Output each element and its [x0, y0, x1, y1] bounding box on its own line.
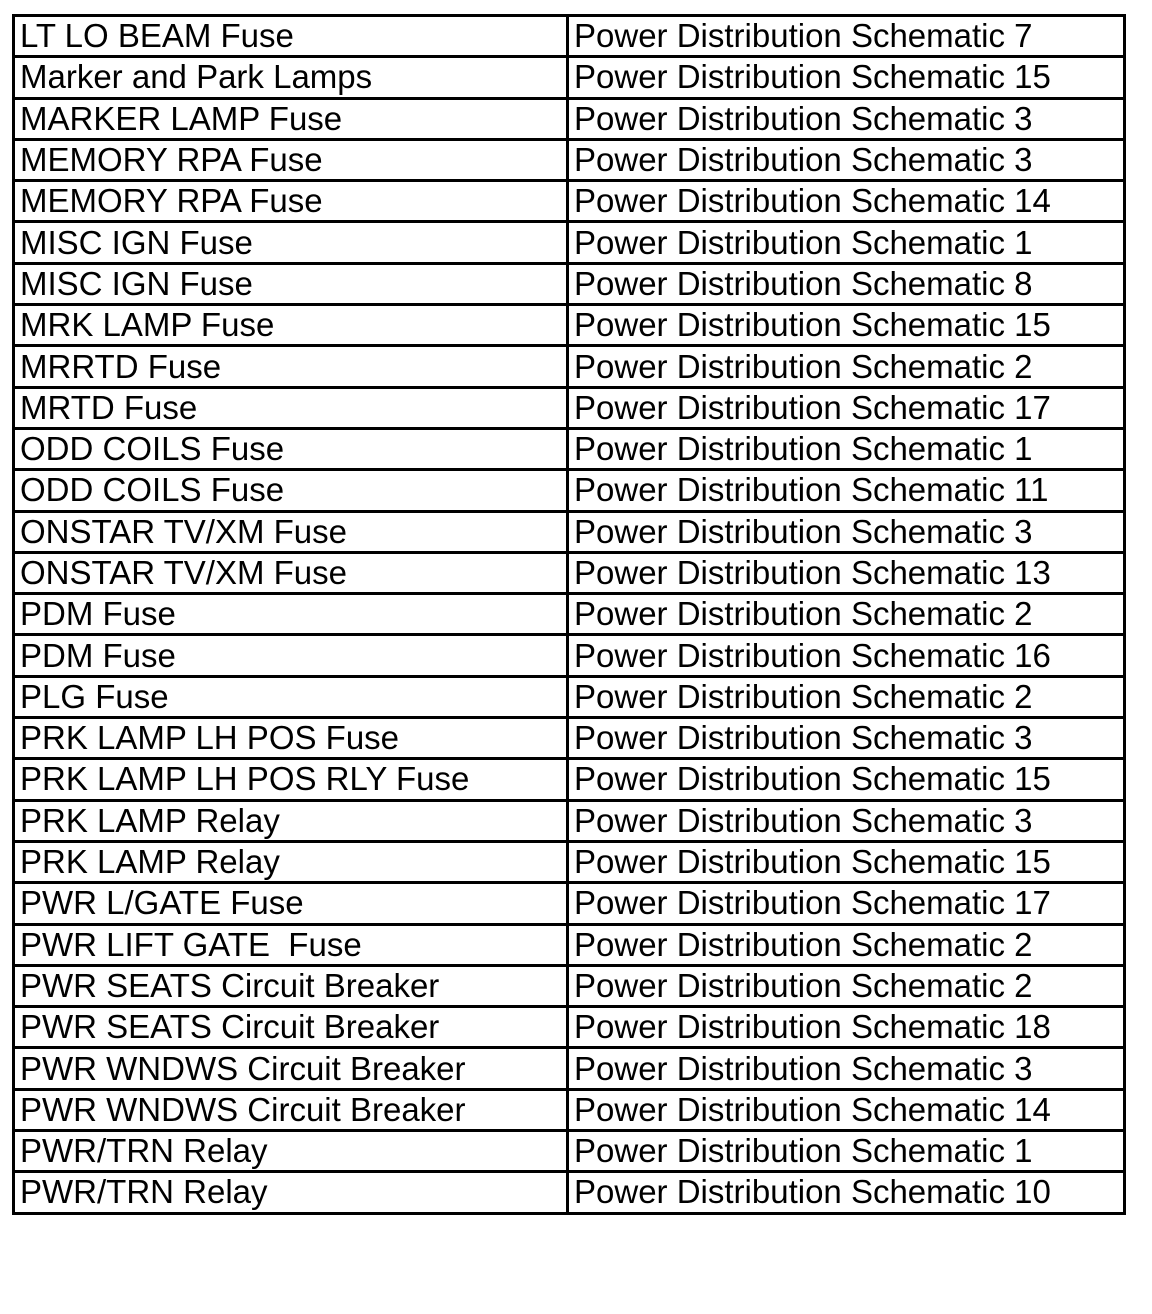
schematic-reference-cell: Power Distribution Schematic 3: [568, 1048, 1125, 1089]
table-row: [14, 181, 1125, 222]
table-row: [14, 965, 1125, 1006]
component-cell: Marker and Park Lamps: [14, 57, 568, 98]
table-row: [14, 841, 1125, 882]
table-row: [14, 57, 1125, 98]
schematic-reference-cell: Power Distribution Schematic 14: [568, 181, 1125, 222]
component-cell: PWR WNDWS Circuit Breaker: [14, 1089, 568, 1130]
component-cell: MEMORY RPA Fuse: [14, 181, 568, 222]
component-cell: PRK LAMP LH POS Fuse: [14, 718, 568, 759]
table-row: [14, 676, 1125, 717]
schematic-reference-cell: Power Distribution Schematic 1: [568, 428, 1125, 469]
fuse-index-table: [12, 14, 1126, 1215]
schematic-reference-cell: Power Distribution Schematic 3: [568, 718, 1125, 759]
component-cell: ONSTAR TV/XM Fuse: [14, 552, 568, 593]
component-cell: PDM Fuse: [14, 594, 568, 635]
schematic-reference-cell: Power Distribution Schematic 2: [568, 346, 1125, 387]
component-cell: PWR SEATS Circuit Breaker: [14, 1007, 568, 1048]
table-row: [14, 759, 1125, 800]
component-cell: PRK LAMP Relay: [14, 841, 568, 882]
table-row: [14, 718, 1125, 759]
table-row: [14, 924, 1125, 965]
component-cell: PWR LIFT GATE Fuse: [14, 924, 568, 965]
schematic-reference-cell: Power Distribution Schematic 15: [568, 841, 1125, 882]
table-row: [14, 470, 1125, 511]
component-cell: ODD COILS Fuse: [14, 428, 568, 469]
component-cell: PRK LAMP LH POS RLY Fuse: [14, 759, 568, 800]
schematic-reference-cell: Power Distribution Schematic 15: [568, 305, 1125, 346]
schematic-reference-cell: Power Distribution Schematic 13: [568, 552, 1125, 593]
component-cell: PWR/TRN Relay: [14, 1172, 568, 1213]
table-row: [14, 800, 1125, 841]
table-row: [14, 511, 1125, 552]
schematic-reference-cell: Power Distribution Schematic 3: [568, 511, 1125, 552]
schematic-reference-cell: Power Distribution Schematic 2: [568, 965, 1125, 1006]
component-cell: LT LO BEAM Fuse: [14, 16, 568, 57]
schematic-reference-cell: Power Distribution Schematic 7: [568, 16, 1125, 57]
schematic-reference-cell: Power Distribution Schematic 3: [568, 139, 1125, 180]
schematic-reference-cell: Power Distribution Schematic 2: [568, 676, 1125, 717]
component-cell: ONSTAR TV/XM Fuse: [14, 511, 568, 552]
table-row: [14, 1089, 1125, 1130]
table-row: [14, 1048, 1125, 1089]
schematic-reference-cell: Power Distribution Schematic 17: [568, 883, 1125, 924]
component-cell: MISC IGN Fuse: [14, 222, 568, 263]
table-row: [14, 387, 1125, 428]
table-row: [14, 222, 1125, 263]
schematic-reference-cell: Power Distribution Schematic 1: [568, 222, 1125, 263]
table-row: [14, 1007, 1125, 1048]
table-row: [14, 594, 1125, 635]
component-cell: MRTD Fuse: [14, 387, 568, 428]
schematic-reference-cell: Power Distribution Schematic 3: [568, 800, 1125, 841]
schematic-reference-cell: Power Distribution Schematic 16: [568, 635, 1125, 676]
table-row: [14, 98, 1125, 139]
component-cell: ODD COILS Fuse: [14, 470, 568, 511]
table-row: [14, 552, 1125, 593]
schematic-reference-cell: Power Distribution Schematic 8: [568, 263, 1125, 304]
table-row: [14, 635, 1125, 676]
schematic-reference-cell: Power Distribution Schematic 15: [568, 57, 1125, 98]
schematic-reference-cell: Power Distribution Schematic 14: [568, 1089, 1125, 1130]
table-row: [14, 263, 1125, 304]
component-cell: MEMORY RPA Fuse: [14, 139, 568, 180]
component-cell: PRK LAMP Relay: [14, 800, 568, 841]
schematic-reference-cell: Power Distribution Schematic 11: [568, 470, 1125, 511]
schematic-reference-cell: Power Distribution Schematic 17: [568, 387, 1125, 428]
component-cell: PWR L/GATE Fuse: [14, 883, 568, 924]
schematic-reference-cell: Power Distribution Schematic 15: [568, 759, 1125, 800]
table-row: [14, 428, 1125, 469]
component-cell: MARKER LAMP Fuse: [14, 98, 568, 139]
table-row: [14, 346, 1125, 387]
table-row: [14, 139, 1125, 180]
table-row: [14, 883, 1125, 924]
component-cell: PWR/TRN Relay: [14, 1131, 568, 1172]
schematic-reference-cell: Power Distribution Schematic 10: [568, 1172, 1125, 1213]
schematic-reference-cell: Power Distribution Schematic 2: [568, 594, 1125, 635]
component-cell: PDM Fuse: [14, 635, 568, 676]
table-body: [14, 16, 1125, 1214]
table-row: [14, 1131, 1125, 1172]
schematic-reference-cell: Power Distribution Schematic 1: [568, 1131, 1125, 1172]
component-cell: PWR SEATS Circuit Breaker: [14, 965, 568, 1006]
component-cell: PWR WNDWS Circuit Breaker: [14, 1048, 568, 1089]
table-row: [14, 305, 1125, 346]
schematic-reference-cell: Power Distribution Schematic 3: [568, 98, 1125, 139]
component-cell: MRRTD Fuse: [14, 346, 568, 387]
component-cell: PLG Fuse: [14, 676, 568, 717]
schematic-reference-cell: Power Distribution Schematic 18: [568, 1007, 1125, 1048]
schematic-reference-cell: Power Distribution Schematic 2: [568, 924, 1125, 965]
component-cell: MRK LAMP Fuse: [14, 305, 568, 346]
table-row: [14, 1172, 1125, 1213]
table-row: [14, 16, 1125, 57]
component-cell: MISC IGN Fuse: [14, 263, 568, 304]
